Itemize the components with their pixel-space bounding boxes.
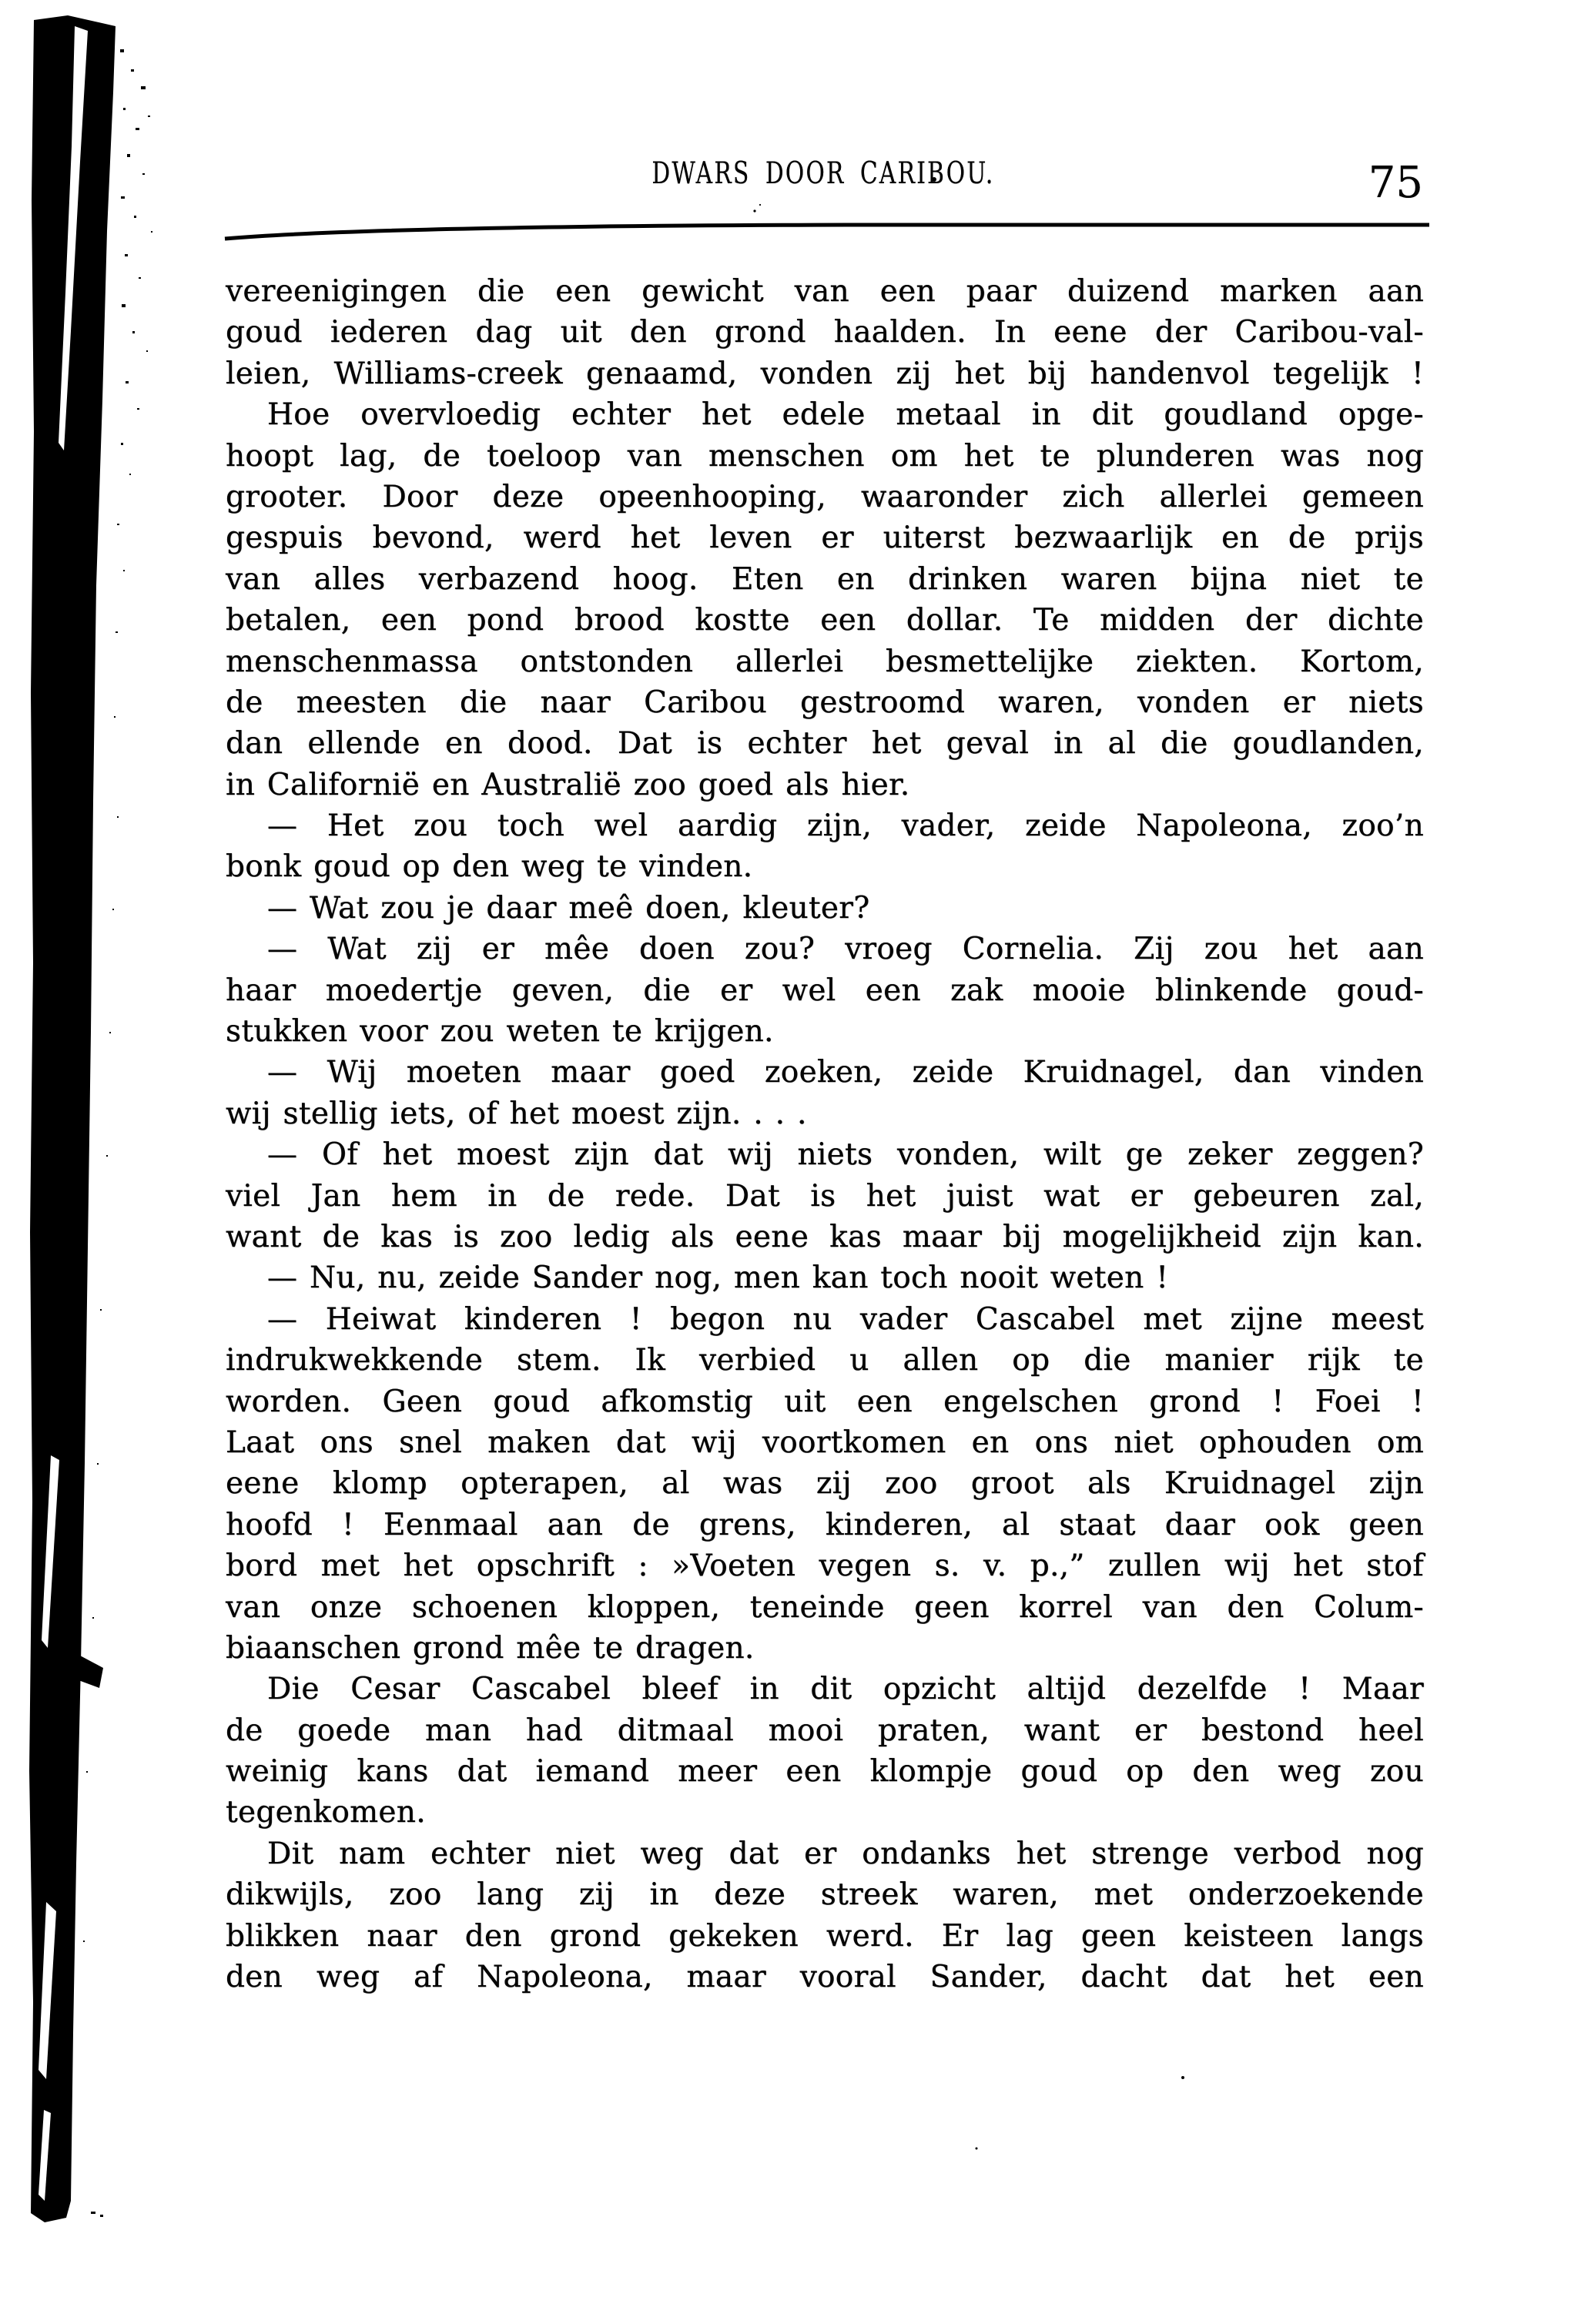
text-line: de meesten die naar Caribou gestroomd waren, vonden er niets [226,685,1424,720]
text-line: bord met het opschrift : »Voeten vegen s. v. p.,” zullen wij het stof [226,1549,1424,1584]
text-line: grooter. Door deze opeenhooping, waaronder zich allerlei gemeen [226,479,1424,514]
text-line: blikken naar den grond gekeken werd. Er lag geen keisteen langs [226,1918,1424,1954]
text-line: Laat ons snel maken dat wij voortkomen en ons niet ophouden om [226,1425,1424,1460]
page-number: 75 [1368,158,1423,208]
text-line: tegenkomen. [226,1795,426,1830]
text-line: — Nu, nu, zeide Sander nog, men kan toch nooit weten ! [267,1261,1169,1296]
text-line: wij stellig iets, of het moest zijn. . . . [226,1096,807,1131]
text-line: viel Jan hem in de rede. Dat is het juist wat er gebeuren zal, [226,1178,1424,1214]
text-line: hoofd ! Eenmaal aan de grens, kinderen, al staat daar ook geen [226,1507,1424,1542]
text-line: den weg af Napoleona, maar vooral Sander, dacht dat het een [226,1960,1424,1995]
text-line: de goede man had ditmaal mooi praten, want er bestond heel [226,1713,1424,1748]
text-line: stukken voor zou weten te krijgen. [226,1014,774,1050]
text-line: worden. Geen goud afkomstig uit een engelschen grond ! Foei ! [226,1384,1424,1419]
text-line: want de kas is zoo ledig als eene kas maar bij mogelijkheid zijn kan. [226,1219,1424,1254]
text-line: Hoe overvloedig echter het edele metaal in dit goudland opge- [267,397,1424,433]
text-line: Die Cesar Cascabel bleef in dit opzicht altijd dezelfde ! Maar [267,1672,1424,1707]
text-line: betalen, een pond brood kostte een dollar. Te midden der dichte [226,603,1424,638]
text-line: — Wat zij er mêe doen zou? vroeg Cornelia. Zij zou het aan [267,932,1424,967]
text-line: — Wat zou je daar meê doen, kleuter? [267,890,870,926]
text-line: indrukwekkende stem. Ik verbied u allen op die manier rijk te [226,1343,1424,1378]
body-text [226,271,1424,1998]
text-line: — Het zou toch wel aardig zijn, vader, zeide Napoleona, zoo’n [267,809,1424,844]
running-header-title: DWARS DOOR CARIBOU. [651,156,995,191]
text-line: goud iederen dag uit den grond haalden. In eene der Caribou-val- [226,315,1424,350]
text-line: haar moedertje geven, die er wel een zak mooie blinkende goud- [226,973,1424,1008]
text-line: — Heiwat kinderen ! begon nu vader Cascabel met zijne meest [267,1301,1424,1337]
text-line: dikwijls, zoo lang zij in deze streek waren, met onderzoekende [226,1877,1424,1913]
text-line: van onze schoenen kloppen, teneinde geen korrel van den Colum- [226,1589,1424,1625]
text-line: eene klomp opterapen, al was zij zoo groot als Kruidnagel zijn [226,1466,1424,1502]
text-line: weinig kans dat iemand meer een klompje goud op den weg zou [226,1754,1424,1790]
text-line: van alles verbazend hoog. Eten en drinken waren bijna niet te [226,561,1424,597]
text-line: hoopt lag, de toeloop van menschen om het te plunderen was nog [226,438,1424,474]
text-line: leien, Williams-creek genaamd, vonden zij het bij handenvol tegelijk ! [226,356,1424,391]
text-line: gespuis bevond, werd het leven er uiterst bezwaarlijk en de prijs [226,521,1424,556]
text-line: — Wij moeten maar goed zoeken, zeide Kruidnagel, dan vinden [267,1055,1424,1090]
header-rule [225,224,1429,239]
text-line: — Of het moest zijn dat wij niets vonden, wilt ge zeker zeggen? [267,1137,1424,1173]
text-line: menschenmassa ontstonden allerlei besmettelijke ziekten. Kortom, [226,644,1424,679]
text-line: vereenigingen die een gewicht van een paar duizend marken aan [226,274,1424,309]
text-line: bonk goud op den weg te vinden. [226,849,753,885]
binding-shadow-band [29,15,152,2222]
text-line: biaanschen grond mêe te dragen. [226,1630,755,1666]
text-line: in Californië en Australië zoo goed als hier. [226,767,910,802]
text-line: Dit nam echter niet weg dat er ondanks het strenge verbod nog [267,1836,1424,1871]
text-line: dan ellende en dood. Dat is echter het geval in al die goudlanden, [226,726,1424,762]
